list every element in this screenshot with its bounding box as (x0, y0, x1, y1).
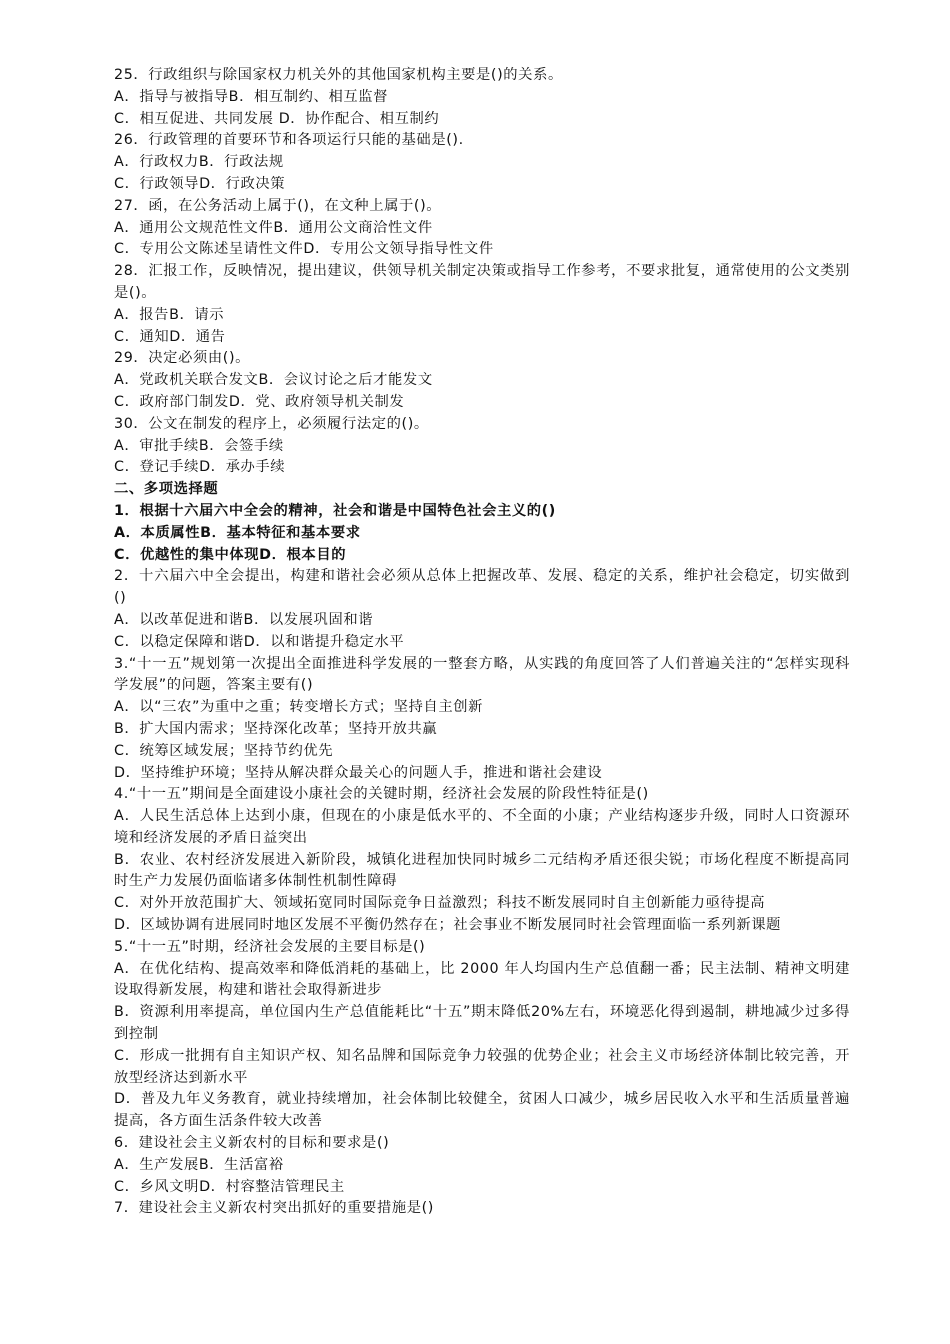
text-line: 28．汇报工作，反映情况，提出建议，供领导机关制定决策或指导工作参考，不要求批复，通常使用的公文类别是()。 (114, 263, 850, 301)
text-line: 3.“十一五”规划第一次提出全面推进科学发展的一整套方略，从实践的角度回答了人们普遍关注的“怎样实现科学发展”的问题，答案主要有() (114, 655, 850, 694)
text-line: 7．建设社会主义新农村突出抓好的重要措施是() (114, 1200, 434, 1217)
text-line: 1．根据十六届六中全会的精神，社会和谐是中国特色社会主义的() (114, 502, 556, 519)
document-page (114, 65, 850, 1220)
text-line: A．行政权力B．行政法规 (114, 154, 284, 171)
text-line: C．统筹区域发展；坚持节约优先 (114, 742, 334, 759)
text-line: A．本质属性B．基本特征和基本要求 (114, 524, 361, 541)
text-line: A．人民生活总体上达到小康，但现在的小康是低水平的、不全面的小康；产业结构逐步升级，同时人口资源环境和经济发展的矛盾日益突出 (114, 808, 850, 846)
text-line: C．形成一批拥有自主知识产权、知名品牌和国际竞争力较强的优势企业；社会主义市场经济体制比较完善，开放型经济达到新水平 (114, 1047, 850, 1086)
text-line: A．指导与被指导B．相互制约、相互监督 (114, 88, 389, 105)
text-line: A．党政机关联合发文B．会议讨论之后才能发文 (114, 372, 433, 389)
text-line: 26．行政管理的首要环节和各项运行只能的基础是(). (114, 132, 464, 149)
text-line: C．专用公文陈述呈请性文件D．专用公文领导指导性文件 (114, 241, 494, 258)
text-line: 25．行政组织与除国家权力机关外的其他国家机构主要是()的关系。 (114, 67, 563, 83)
text-line: 二、多项选择题 (114, 481, 219, 498)
text-line: A．通用公文规范性文件B．通用公文商洽性文件 (114, 219, 433, 236)
text-line: 30．公文在制发的程序上，必须履行法定的()。 (114, 415, 429, 432)
text-line: C．相互促进、共同发展 D．协作配合、相互制约 (114, 110, 440, 127)
text-line: C．行政领导D．行政决策 (114, 175, 286, 192)
text-line: C．通知D．通告 (114, 328, 226, 345)
text-line: 27．函，在公务活动上属于()，在文种上属于()。 (114, 197, 442, 214)
text-line: A．报告B．请示 (114, 306, 225, 323)
text-line: A．审批手续B．会签手续 (114, 437, 284, 454)
text-line: D．普及九年义务教育，就业持续增加，社会体制比较健全，贫困人口减少，城乡居民收入水平和生活质量普遍提高，各方面生活条件较大改善 (114, 1091, 850, 1130)
text-line: D．区域协调有进展同时地区发展不平衡仍然存在；社会事业不断发展同时社会管理面临一系列新课题 (114, 917, 782, 934)
text-line: 6．建设社会主义新农村的目标和要求是() (114, 1135, 390, 1152)
text-line: 29．决定必须由()。 (114, 350, 251, 367)
text-line: B．农业、农村经济发展进入新阶段，城镇化进程加快同时城乡二元结构矛盾还很尖锐；市场化程度不断提高同时生产力发展仍面临诸多体制性机制性障碍 (114, 851, 850, 890)
text-line: C．乡风文明D．村容整洁管理民主 (114, 1178, 345, 1195)
text-line: A．以改革促进和谐B．以发展巩固和谐 (114, 611, 374, 628)
text-line: C．以稳定保障和谐D．以和谐提升稳定水平 (114, 633, 405, 650)
text-line: 2．十六届六中全会提出，构建和谐社会必须从总体上把握改革、发展、稳定的关系，维护社会稳定，切实做到() (114, 568, 850, 607)
text-line: A．在优化结构、提高效率和降低消耗的基础上，比 2000 年人均国内生产总值翻一番；民主法制、精神文明建设取得新发展，构建和谐社会取得新进步 (114, 960, 850, 999)
text-line: C．对外开放范围扩大、领域拓宽同时国际竞争日益激烈；科技不断发展同时自主创新能力亟待提高 (114, 895, 766, 912)
text-line: B．资源利用率提高，单位国内生产总值能耗比“十五”期末降低20%左右，环境恶化得到遏制，耕地减少过多得到控制 (114, 1004, 850, 1043)
text-line: C．登记手续D．承办手续 (114, 459, 286, 476)
text-line: A．生产发展B．生活富裕 (114, 1156, 284, 1173)
text-line: C．政府部门制发D．党、政府领导机关制发 (114, 393, 405, 410)
text-line: C．优越性的集中体现D．根本目的 (114, 546, 347, 563)
text-line: 5.“十一五”时期，经济社会发展的主要目标是() (114, 938, 426, 955)
text-line: D．坚持维护环境；坚持从解决群众最关心的问题人手，推进和谐社会建设 (114, 764, 603, 781)
text-line: A．以“三农”为重中之重；转变增长方式；坚持自主创新 (114, 699, 484, 716)
text-line: B．扩大国内需求；坚持深化改革；坚持开放共赢 (114, 720, 438, 737)
text-line: 4.“十一五”期间是全面建设小康社会的关键时期，经济社会发展的阶段性特征是() (114, 786, 649, 803)
